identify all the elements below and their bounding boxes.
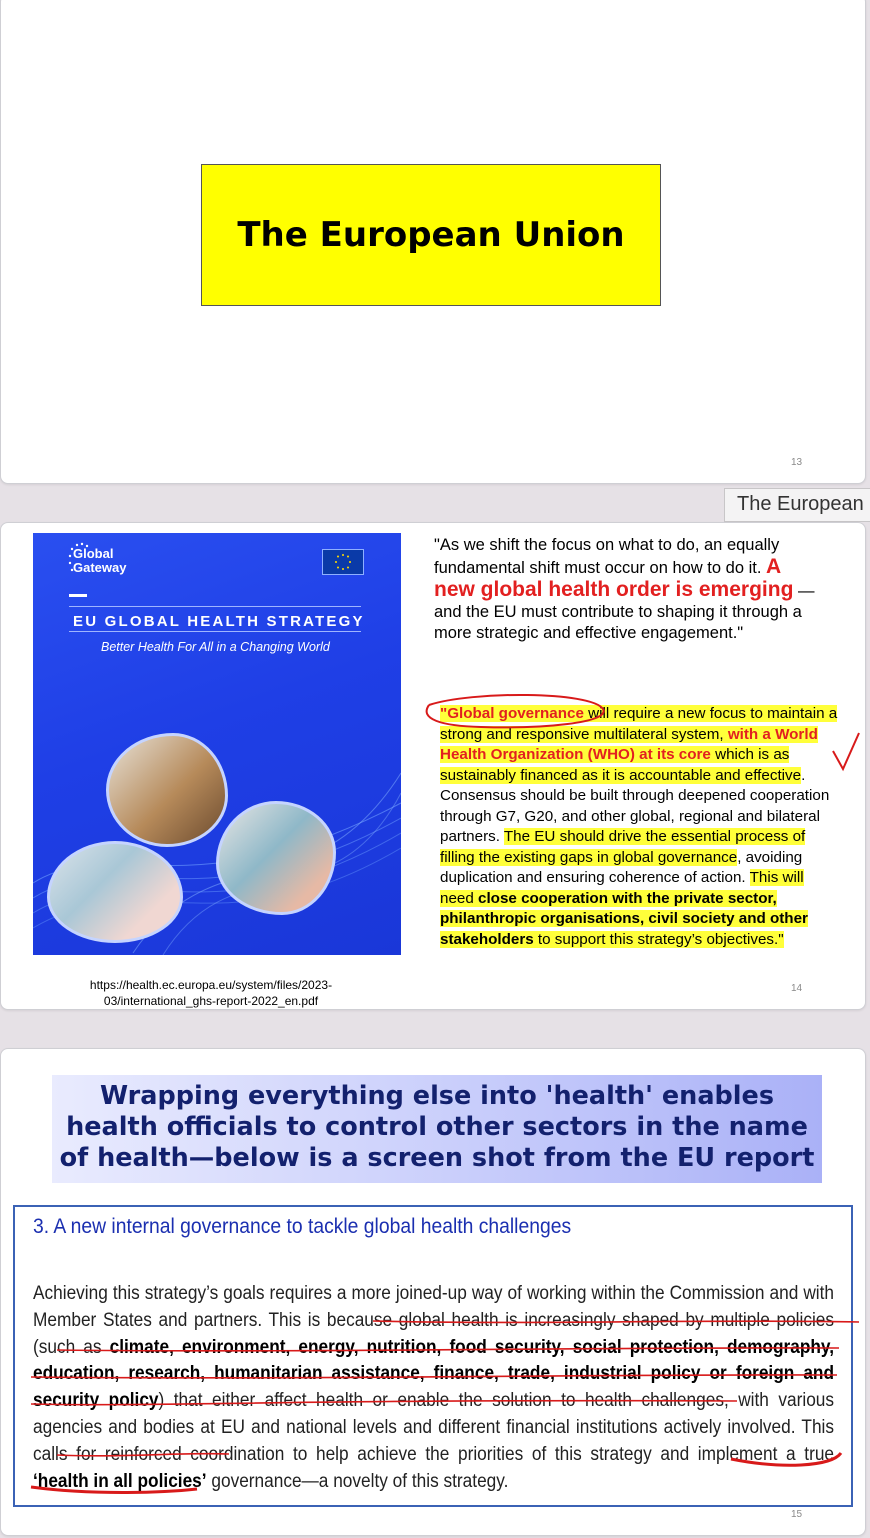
page-number: 15 (791, 1509, 803, 1520)
quote-text: will require a new focus to maintain a strong and responsive multilateral system, (440, 705, 838, 743)
slide-15 (0, 1048, 866, 1536)
slide-13 (0, 0, 866, 484)
slide-title: The European Union (237, 215, 625, 255)
report-text: Achieving this strategy’s goals requires a more joined-up way of working within the Commission and with Member States and partners. This is because global health is increasingly shaped by multiple policies (such as (33, 1283, 835, 1358)
slide-title-tooltip: The European (724, 488, 870, 522)
accent-bar (69, 594, 87, 597)
quote-text: "As we shift the focus on what to do, an equally fundamental shift must occur on how to do it. (434, 536, 780, 577)
slide-14 (0, 522, 866, 1010)
report-heading: 3. A new internal governance to tackle global health challenges (33, 1215, 572, 1238)
quote-global-governance (440, 704, 840, 950)
page-number: 14 (791, 983, 803, 994)
report-cover-image (33, 533, 401, 955)
cover-title: EU GLOBAL HEALTH STRATEGY (73, 613, 365, 630)
report-health-in-all-policies: ‘health in all policies’ (33, 1470, 207, 1492)
title-box (201, 164, 661, 306)
report-text: ) that either affect health or enable the solution to health challenges, with various agencies and bodies at EU and national levels and different financial institutions actively involved. This calls for reinforced coordination to help achieve the priorities of this strategy and implement a true (33, 1390, 835, 1465)
brand-line-1: Global (73, 546, 114, 561)
source-url-line-1: https://health.ec.europa.eu/system/files/2023- (89, 978, 333, 992)
page-number: 13 (791, 457, 803, 468)
quote-text: which is as sustainably financed as it is accountable and effective (440, 746, 802, 784)
cover-subtitle: Better Health For All in a Changing World (101, 640, 330, 654)
photo-masked-nurse (47, 841, 183, 943)
highlight-eu-drive: The EU should drive the essential process of filling the existing gaps in global governance (440, 828, 806, 866)
quote-text: . Consensus should be built through deepened cooperation through G7, G20, and other global, regional and bilateral partners. (440, 766, 830, 845)
photo-girl-with-globe (216, 801, 336, 915)
quote-text: to support this strategy’s objectives." (533, 930, 784, 948)
global-gateway-logo (73, 547, 126, 575)
report-sector-list: climate, environment, energy, nutrition, food security, social protection, demography, education, research, humanitarian assistance, finance, trade, industrial policy or foreign and security policy (33, 1336, 835, 1412)
quote-text: This will need (440, 869, 804, 907)
divider (69, 631, 361, 632)
source-url (61, 977, 361, 1009)
report-paragraph (33, 1281, 834, 1495)
divider (69, 606, 361, 607)
highlight-global-governance: "Global governance (440, 705, 584, 722)
quote-text: , avoiding duplication and ensuring coherence of action. (440, 848, 803, 886)
eu-flag-icon (322, 549, 364, 575)
slide-headline: Wrapping everything else into 'health' enables health officials to control other sectors in the name of health—below is a screen shot from the EU report (52, 1075, 822, 1183)
quote-new-global-health-order (434, 535, 824, 644)
quote-emphasis: A new global health order is emerging (434, 555, 794, 601)
highlight-close-cooperation: close cooperation with the private sector, philanthropic organisations, civil society and other stakeholders (440, 889, 808, 948)
report-text: governance—a novelty of this strategy. (206, 1470, 509, 1492)
source-url-line-2: 03/international_ghs-report-2022_en.pdf (103, 994, 319, 1008)
quote-text: —and the EU must contribute to shaping it through a more strategic and effective engagement." (434, 582, 815, 642)
highlight-who-core: with a World Health Organization (WHO) at its core (440, 725, 818, 763)
photo-health-worker-child (106, 733, 228, 847)
report-screenshot (13, 1205, 853, 1507)
brand-line-2: Gateway (73, 560, 127, 575)
